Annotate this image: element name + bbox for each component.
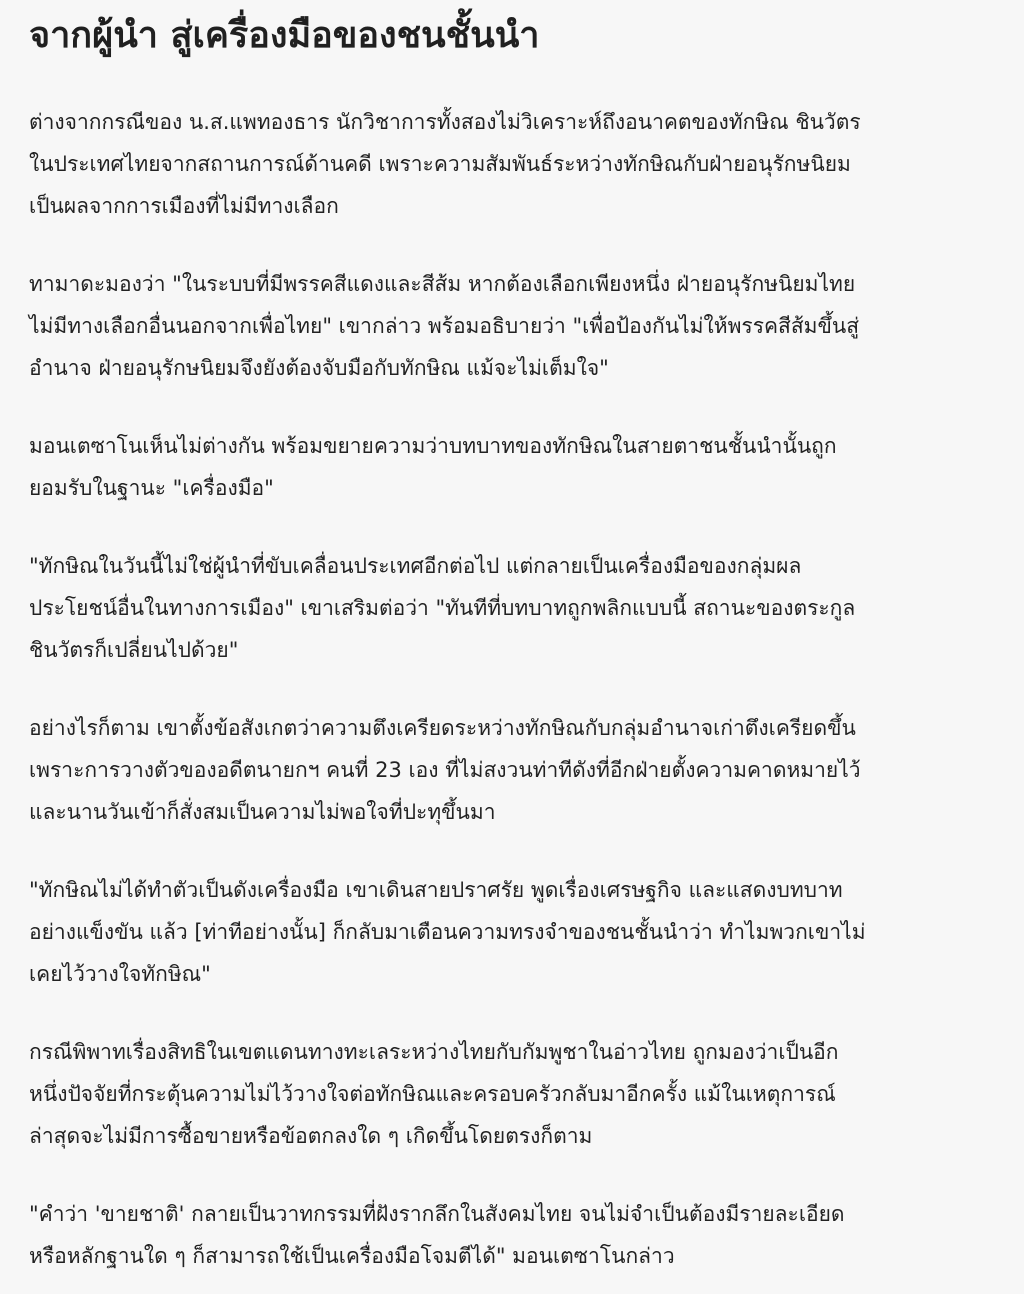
article-paragraph <box>29 707 949 833</box>
paragraph-line: ในประเทศไทยจากสถานการณ์ด้านคดี เพราะความสัมพันธ์ระหว่างทักษิณกับฝ่ายอนุรักษนิยม <box>29 152 851 176</box>
paragraph-line: และนานวันเข้าก็สั่งสมเป็นความไม่พอใจที่ปะทุขึ้นมา <box>29 800 496 824</box>
paragraph-line: ล่าสุดจะไม่มีการซื้อขายหรือข้อตกลงใด ๆ เกิดขึ้นโดยตรงก็ตาม <box>29 1124 593 1148</box>
paragraph-line: "ทักษิณไม่ได้ทำตัวเป็นดังเครื่องมือ เขาเดินสายปราศรัย พูดเรื่องเศรษฐกิจ และแสดงบทบาท <box>29 878 843 902</box>
article-paragraph <box>29 425 949 509</box>
paragraph-line: ต่างจากกรณีของ น.ส.แพทองธาร นักวิชาการทั้งสองไม่วิเคราะห์ถึงอนาคตของทักษิณ ชินวัตร <box>29 110 861 134</box>
article-headline: จากผู้นำ สู่เครื่องมือของชนชั้นนำ <box>29 15 540 56</box>
paragraph-line: "ทักษิณในวันนี้ไม่ใช่ผู้นำที่ขับเคลื่อนประเทศอีกต่อไป แต่กลายเป็นเครื่องมือของกลุ่มผล <box>29 554 802 578</box>
article-paragraph <box>29 869 949 995</box>
paragraph-line: กรณีพิพาทเรื่องสิทธิในเขตแดนทางทะเลระหว่างไทยกับกัมพูชาในอ่าวไทย ถูกมองว่าเป็นอีก <box>29 1040 839 1064</box>
paragraph-line: อย่างแข็งขัน แล้ว [ท่าทีอย่างนั้น] ก็กลับมาเตือนความทรงจำของชนชั้นนำว่า ทำไมพวกเขาไม่ <box>29 920 866 944</box>
article-paragraph <box>29 545 949 671</box>
article-paragraph <box>29 263 949 389</box>
paragraph-line: หรือหลักฐานใด ๆ ก็สามารถใช้เป็นเครื่องมือโจมตีได้" มอนเตซาโนกล่าว <box>29 1244 675 1268</box>
paragraph-line: หนึ่งปัจจัยที่กระตุ้นความไม่ไว้วางใจต่อทักษิณและครอบครัวกลับมาอีกครั้ง แม้ในเหตุการณ์ <box>29 1082 836 1106</box>
paragraph-line: ไม่มีทางเลือกอื่นนอกจากเพื่อไทย" เขากล่าว พร้อมอธิบายว่า "เพื่อป้องกันไม่ให้พรรคสีส้มขึ้นสู่ <box>29 314 860 338</box>
paragraph-line: ชินวัตรก็เปลี่ยนไปด้วย" <box>29 638 239 662</box>
paragraph-line: ประโยชน์อื่นในทางการเมือง" เขาเสริมต่อว่า "ทันทีที่บทบาทถูกพลิกแบบนี้ สถานะของตระกูล <box>29 596 856 620</box>
article-paragraph <box>29 1031 949 1157</box>
article-body <box>29 0 949 1268</box>
paragraph-line: เพราะการวางตัวของอดีตนายกฯ คนที่ 23 เอง ที่ไม่สงวนท่าทีดังที่อีกฝ่ายตั้งความคาดหมายไว้ <box>29 758 861 782</box>
paragraph-line: เป็นผลจากการเมืองที่ไม่มีทางเลือก <box>29 194 339 218</box>
paragraph-line: มอนเตซาโนเห็นไม่ต่างกัน พร้อมขยายความว่าบทบาทของทักษิณในสายตาชนชั้นนำนั้นถูก <box>29 434 837 458</box>
article-paragraph <box>29 101 949 227</box>
article-paragraph <box>29 1193 949 1277</box>
paragraph-line: เคยไว้วางใจทักษิณ" <box>29 962 211 986</box>
paragraph-line: อย่างไรก็ตาม เขาตั้งข้อสังเกตว่าความตึงเครียดระหว่างทักษิณกับกลุ่มอำนาจเก่าตึงเครียดขึ้น <box>29 716 856 740</box>
paragraph-line: "คำว่า 'ขายชาติ' กลายเป็นวาทกรรมที่ฝังรากลึกในสังคมไทย จนไม่จำเป็นต้องมีรายละเอียด <box>29 1202 845 1226</box>
paragraph-line: อำนาจ ฝ่ายอนุรักษนิยมจึงยังต้องจับมือกับทักษิณ แม้จะไม่เต็มใจ" <box>29 356 609 380</box>
paragraph-line: ยอมรับในฐานะ "เครื่องมือ" <box>29 476 274 500</box>
paragraph-line: ทามาดะมองว่า "ในระบบที่มีพรรคสีแดงและสีส้ม หากต้องเลือกเพียงหนึ่ง ฝ่ายอนุรักษนิยมไทย <box>29 272 856 296</box>
